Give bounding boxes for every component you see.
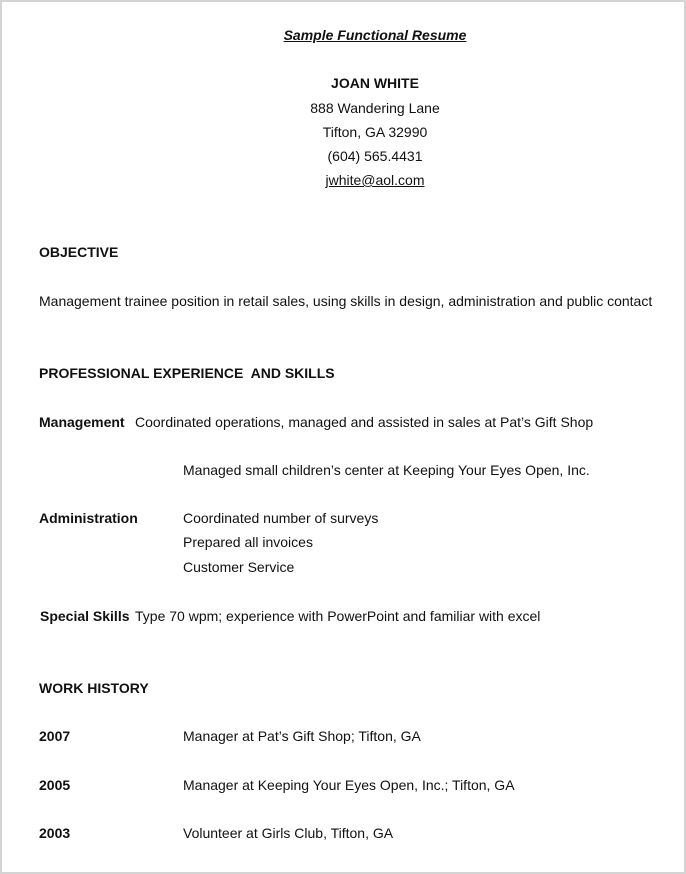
special-skills-label: Special Skills (40, 608, 130, 624)
administration-item-2: Prepared all invoices (183, 534, 313, 550)
administration-item-3: Customer Service (183, 559, 295, 575)
experience-heading: PROFESSIONAL EXPERIENCE AND SKILLS (39, 365, 335, 381)
work-history-year: 2005 (39, 777, 71, 793)
work-history-description: Manager at Keeping Your Eyes Open, Inc.; Tifton, GA (183, 777, 515, 793)
administration-label: Administration (39, 510, 138, 526)
management-item-1: Coordinated operations, managed and assisted in sales at Pat’s Gift Shop (135, 414, 594, 430)
work-history-year: 2003 (39, 825, 71, 841)
management-label: Management (39, 414, 125, 430)
administration-item-1: Coordinated number of surveys (183, 510, 379, 526)
work-history-year: 2007 (39, 728, 71, 744)
document-title: Sample Functional Resume (283, 27, 467, 43)
phone-number: (604) 565.4431 (327, 148, 423, 164)
work-history-heading: WORK HISTORY (39, 680, 149, 696)
email-link-wrapper (2, 171, 686, 189)
objective-heading: OBJECTIVE (39, 244, 119, 260)
email-link[interactable]: jwhite@aol.com (325, 172, 425, 188)
objective-text: Management trainee position in retail sales, using skills in design, administration and public contact (39, 293, 653, 309)
address-line-1: 888 Wandering Lane (310, 100, 440, 116)
applicant-name: JOAN WHITE (331, 75, 419, 91)
work-history-description: Volunteer at Girls Club, Tifton, GA (183, 825, 394, 841)
special-skills-text: Type 70 wpm; experience with PowerPoint and familiar with excel (135, 608, 541, 624)
address-line-2: Tifton, GA 32990 (322, 124, 428, 140)
management-item-2: Managed small children’s center at Keeping Your Eyes Open, Inc. (183, 462, 590, 478)
work-history-description: Manager at Pat’s Gift Shop; Tifton, GA (183, 728, 421, 744)
